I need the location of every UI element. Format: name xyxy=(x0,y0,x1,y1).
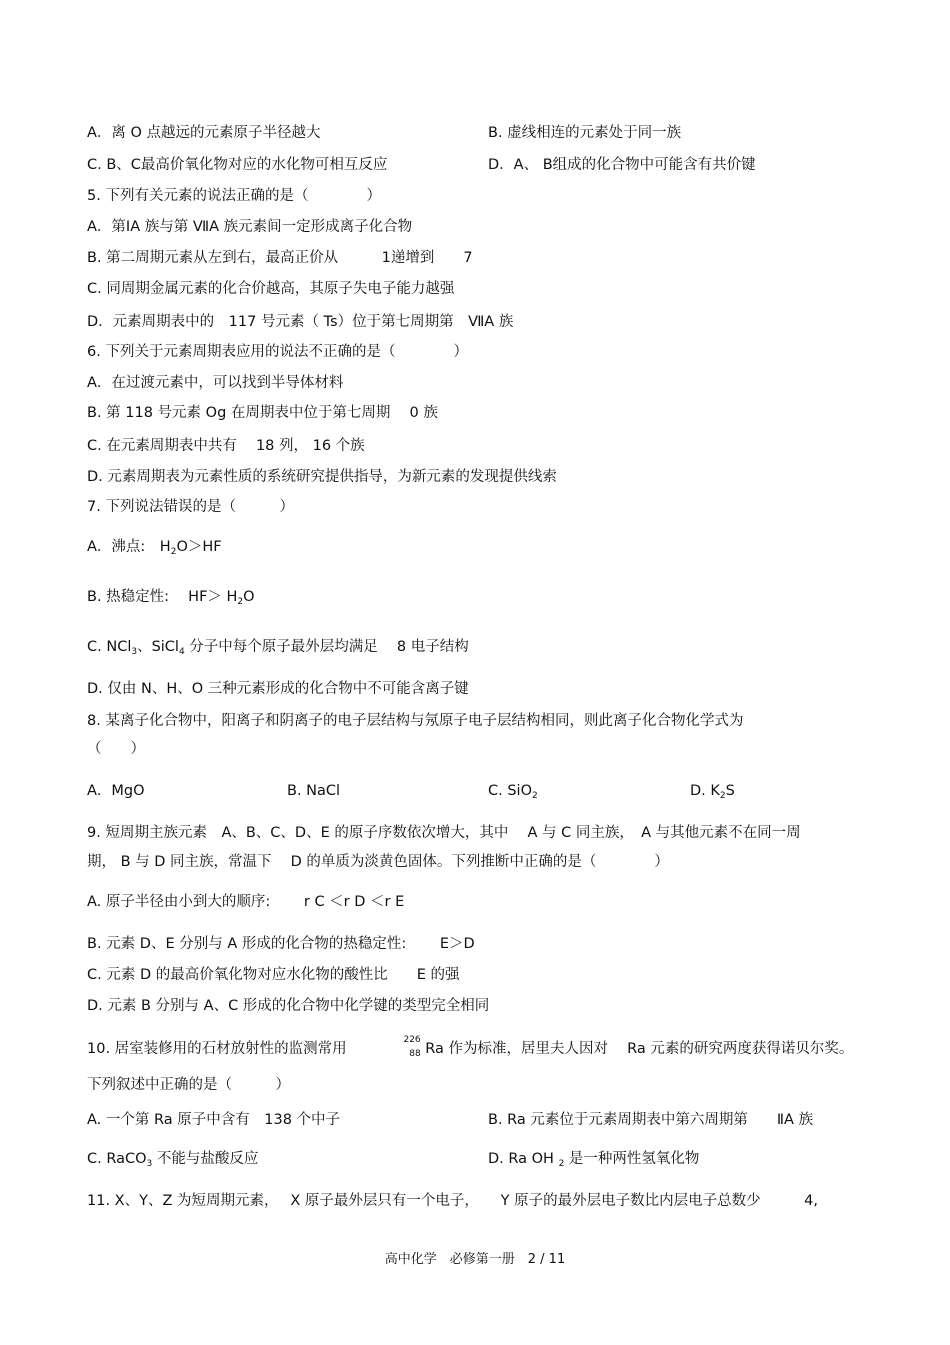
line-q5d xyxy=(87,313,513,331)
subscript: 2 xyxy=(170,547,177,557)
text-segment: C. NCl xyxy=(87,639,132,655)
text-segment: A．第ⅠA 族与第 ⅦA 族元素间一定形成离子化合物 xyxy=(87,219,413,235)
isotope-notation xyxy=(403,1035,421,1059)
line-q9c1 xyxy=(87,966,460,984)
text-segment: A．在过渡元素中，可以找到半导体材料 xyxy=(87,375,344,391)
text-segment: D. 元素周期表为元素性质的系统研究提供指导，为新元素的发现提供线索 xyxy=(87,469,557,485)
text-segment: A. 原子半径由小到大的顺序: r C ＜r D ＜r E xyxy=(87,894,405,910)
subscript: 2 xyxy=(532,791,538,801)
line-q10c xyxy=(87,1111,340,1129)
line-q10 xyxy=(87,1035,854,1059)
text-segment: D. K xyxy=(690,783,720,799)
text-segment: 期， B 与 D 同主族，常温下 D 的单质为淡黄色固体。下列推断中正确的是（ ） xyxy=(87,854,669,870)
text-segment: B. Ra 元素位于元素周期表中第六周期第 ⅡA 族 xyxy=(488,1112,814,1128)
line-q8a xyxy=(87,782,145,800)
line-q9d1 xyxy=(87,997,489,1015)
line-q8 xyxy=(87,712,743,730)
line-q10d xyxy=(488,1111,813,1129)
text-segment: 分子中每个原子最外层均满足 8 电子结构 xyxy=(184,639,469,655)
text-segment: B. 热稳定性: HF＞ H xyxy=(87,589,238,605)
text-segment: D. 元素 B 分别与 A、C 形成的化合物中化学键的类型完全相同 xyxy=(87,998,490,1014)
line-q6a xyxy=(87,374,343,392)
isotope-mass: 226 xyxy=(403,1035,421,1045)
text-segment: 5. 下列有关元素的说法正确的是（ ） xyxy=(87,188,381,204)
line-q8c xyxy=(488,782,538,805)
isotope-number: 88 xyxy=(409,1049,421,1059)
line-q7 xyxy=(87,498,294,516)
text-segment: 、SiCl xyxy=(137,639,179,655)
text-segment: C. SiO xyxy=(488,783,532,799)
page-footer: 高中化学 必修第一册 2 / 11 xyxy=(384,1252,566,1267)
text-segment: D．A、 B组成的化合物中可能含有共价键 xyxy=(488,157,756,173)
line-q10e xyxy=(87,1150,258,1173)
text-segment: C. 元素 D 的最高价氧化物对应水化物的酸性比 E 的强 xyxy=(87,967,460,983)
line-q4d xyxy=(488,156,756,174)
text-segment: C. RaCO xyxy=(87,1151,147,1167)
line-q6c xyxy=(87,437,365,455)
line-q4c xyxy=(87,156,387,174)
line-q5b xyxy=(87,249,473,267)
text-segment: 6. 下列关于元素周期表应用的说法不正确的是（ ） xyxy=(87,344,468,360)
line-q10f xyxy=(488,1150,699,1173)
line-q9b xyxy=(87,853,669,871)
text-segment: 7. 下列说法错误的是（ ） xyxy=(87,499,294,515)
text-segment: O＞HF xyxy=(176,539,222,555)
text-segment: A．MgO xyxy=(87,783,145,799)
text-segment: C. 在元素周期表中共有 18 列， 16 个族 xyxy=(87,438,365,454)
text-segment: （ ） xyxy=(87,741,145,757)
line-q8b xyxy=(287,782,340,800)
text-segment: 是一种两性氢氧化物 xyxy=(564,1151,700,1167)
text-segment: 不能与盐酸反应 xyxy=(152,1151,259,1167)
subscript: 2 xyxy=(719,791,726,801)
line-q5a xyxy=(87,218,412,236)
line-q5 xyxy=(87,187,381,205)
text-segment: 11. X、Y、Z 为短周期元素， X 原子最外层只有一个电子， Y 原子的最外层电子数比内层电子总数少 4, xyxy=(87,1193,818,1209)
subscript: 4 xyxy=(178,647,185,657)
line-q9 xyxy=(87,824,801,842)
text-segment: C. 同周期金属元素的化合价越高，其原子失电子能力越强 xyxy=(87,281,455,297)
subscript: 2 xyxy=(237,597,244,607)
line-q5c xyxy=(87,280,454,298)
line-q7d xyxy=(87,680,469,698)
line-q7b xyxy=(87,588,255,611)
text-segment: B. 第二周期元素从左到右，最高正价从 1递增到 7 xyxy=(87,250,473,266)
text-segment: C. B、C最高价氧化物对应的水化物可相互反应 xyxy=(87,157,388,173)
line-q6d xyxy=(87,468,557,486)
subscript: 2 xyxy=(558,1159,565,1169)
text-segment: D. 仅由 N、H、O 三种元素形成的化合物中不可能含离子键 xyxy=(87,681,469,697)
text-segment: 8. 某离子化合物中，阳离子和阴离子的电子层结构与氖原子电子层结构相同，则此离子化合物化学式为 xyxy=(87,713,744,729)
line-q9a1 xyxy=(87,893,404,911)
line-q6b xyxy=(87,404,438,422)
text-segment: B. 第 118 号元素 Og 在周期表中位于第七周期 0 族 xyxy=(87,405,438,421)
line-q8d xyxy=(690,782,735,805)
text-segment: B. NaCl xyxy=(287,783,341,799)
text-segment: 点越远的元素原子半径越大 xyxy=(141,125,321,141)
text-segment: S xyxy=(725,783,735,799)
line-q9b1 xyxy=(87,935,475,953)
text-segment: A．沸点: H xyxy=(87,539,171,555)
text-segment: A．离 xyxy=(87,125,131,141)
text-segment: D．元素周期表中的 117 号元素（ Ts）位于第七周期第 ⅦA 族 xyxy=(87,314,514,330)
text-segment: 9. 短周期主族元素 A、B、C、D、E 的原子序数依次增大，其中 A 与 C 同主族， A 与其他元素不在同一周 xyxy=(87,825,801,841)
subscript: 3 xyxy=(146,1159,153,1169)
line-q8p xyxy=(87,740,145,758)
text-segment: O xyxy=(243,589,255,605)
line-q10b xyxy=(87,1076,290,1094)
line-q4b xyxy=(488,124,681,142)
text-segment: B. 元素 D、E 分别与 A 形成的化合物的热稳定性: E＞D xyxy=(87,936,475,952)
line-q7c xyxy=(87,638,469,661)
text-segment: A. 一个第 Ra 原子中含有 138 个中子 xyxy=(87,1112,341,1128)
line-q4a xyxy=(87,124,321,142)
text-segment: B. 虚线相连的元素处于同一族 xyxy=(488,125,682,141)
text-segment: D. Ra OH xyxy=(488,1151,559,1167)
subscript: 3 xyxy=(131,647,138,657)
text-segment: 下列叙述中正确的是（ ） xyxy=(87,1077,290,1093)
text-segment: O xyxy=(130,125,142,141)
text-segment: Ra 作为标准，居里夫人因对 Ra 元素的研究两度获得诺贝尔奖。 xyxy=(420,1041,854,1057)
text-segment: 10. 居室装修用的石材放射性的监测常用 xyxy=(87,1041,405,1057)
line-q7a xyxy=(87,538,222,561)
line-q6 xyxy=(87,343,468,361)
line-q11 xyxy=(87,1192,818,1210)
